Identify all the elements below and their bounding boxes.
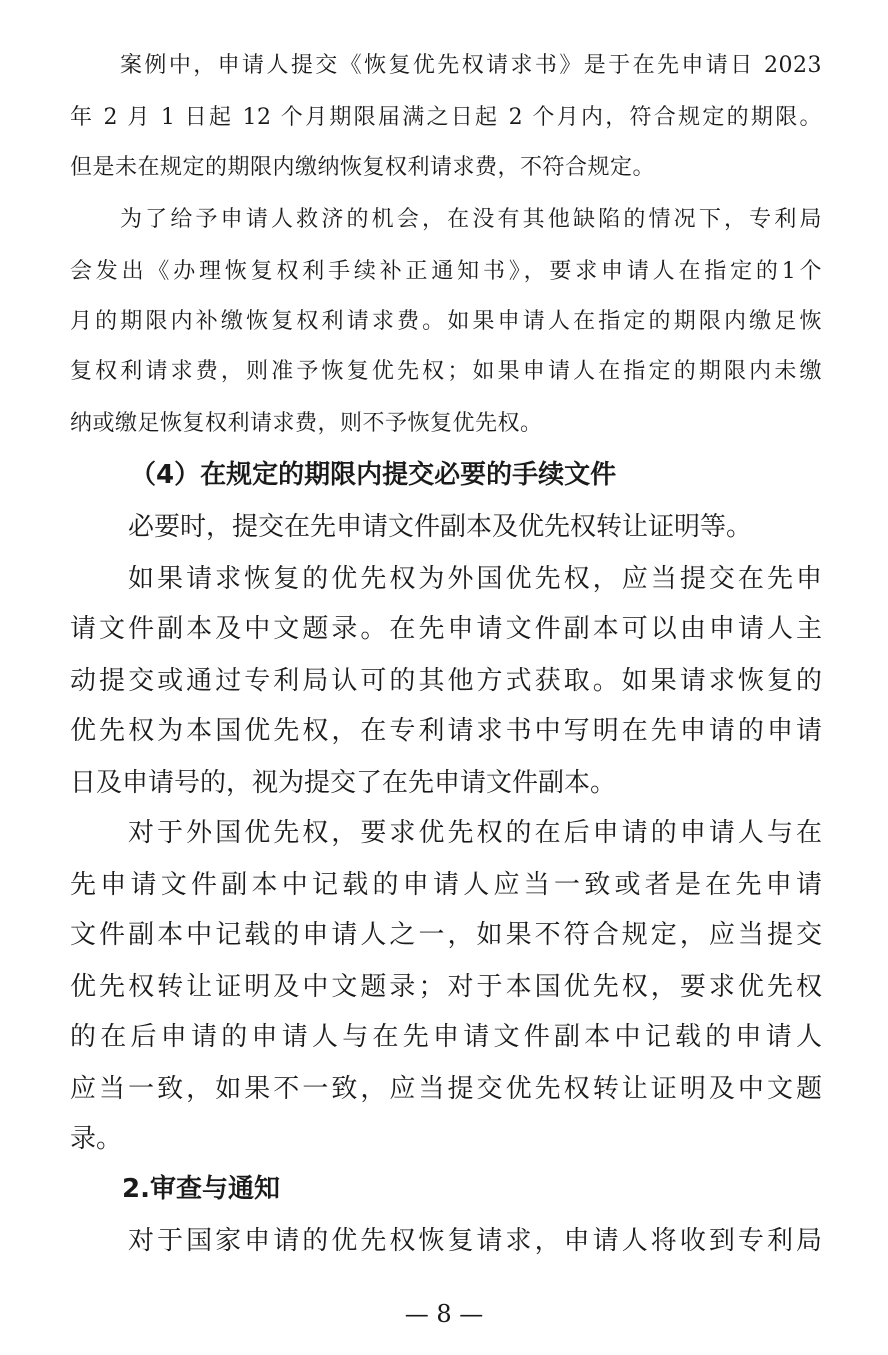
- paragraph-line: 动提交或通过专利局认可的其他方式获取。如果请求恢复的: [70, 666, 822, 696]
- paragraph-line: 年 2 月 1 日起 12 个月期限届满之日起 2 个月内，符合规定的期限。: [70, 105, 822, 130]
- paragraph-line: 会发出《办理恢复权利手续补正通知书》，要求申请人在指定的1个: [70, 259, 822, 284]
- page-number: — 8 —: [404, 1300, 484, 1328]
- paragraph-line: 的在后申请的申请人与在先申请文件副本中记载的申请人: [70, 1022, 822, 1052]
- paragraph-line: 文件副本中记载的申请人之一，如果不符合规定，应当提交: [70, 920, 822, 950]
- section-heading: （4）在规定的期限内提交必要的手续文件: [130, 460, 617, 490]
- section-heading: 2.审查与通知: [122, 1174, 280, 1204]
- paragraph-line: 对于外国优先权，要求优先权的在后申请的申请人与在: [128, 818, 822, 848]
- paragraph-line: 月的期限内补缴恢复权利请求费。如果申请人在指定的期限内缴足恢: [70, 309, 822, 334]
- paragraph-line: 先申请文件副本中记载的申请人应当一致或者是在先申请: [70, 870, 822, 900]
- paragraph-line: 录。: [70, 1124, 123, 1154]
- paragraph-line: 必要时，提交在先申请文件副本及优先权转让证明等。: [128, 512, 753, 542]
- paragraph-line: 纳或缴足恢复权利请求费，则不予恢复优先权。: [70, 411, 543, 436]
- paragraph-line: 优先权为本国优先权，在专利请求书中写明在先申请的申请: [70, 716, 822, 746]
- paragraph-line: 如果请求恢复的优先权为外国优先权，应当提交在先申: [128, 564, 822, 594]
- paragraph-line: 案例中，申请人提交《恢复优先权请求书》是于在先申请日 2023: [120, 53, 822, 78]
- paragraph-line: 为了给予申请人救济的机会，在没有其他缺陷的情况下，专利局: [120, 207, 822, 232]
- paragraph-line: 优先权转让证明及中文题录；对于本国优先权，要求优先权: [70, 972, 822, 1002]
- paragraph-line: 请文件副本及中文题录。在先申请文件副本可以由申请人主: [70, 614, 822, 644]
- paragraph-line: 对于国家申请的优先权恢复请求，申请人将收到专利局: [128, 1226, 822, 1256]
- paragraph-line: 复权利请求费，则准予恢复优先权；如果申请人在指定的期限内未缴: [70, 359, 822, 384]
- paragraph-line: 但是未在规定的期限内缴纳恢复权利请求费，不符合规定。: [70, 155, 656, 180]
- paragraph-line: 日及申请号的，视为提交了在先申请文件副本。: [70, 768, 617, 798]
- paragraph-line: 应当一致，如果不一致，应当提交优先权转让证明及中文题: [70, 1074, 822, 1104]
